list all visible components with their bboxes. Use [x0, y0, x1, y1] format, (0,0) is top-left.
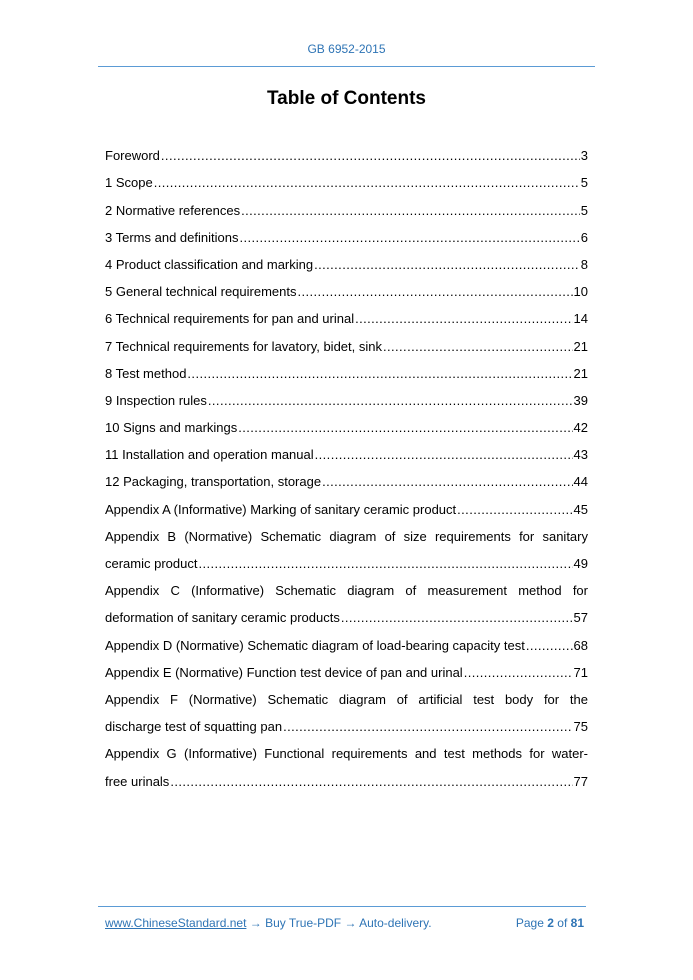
toc-entry[interactable] [105, 710, 588, 737]
toc-entry-title: 3 Terms and definitions [105, 229, 239, 245]
toc-entry-title: free urinals [105, 773, 170, 789]
toc-entry[interactable] [105, 492, 588, 519]
toc-dot-leader [341, 608, 573, 628]
current-page-number: 2 [547, 916, 554, 930]
toc-entry-title: 10 Signs and markings [105, 420, 238, 436]
toc-entry[interactable] [105, 764, 588, 791]
toc-page-number: 5 [580, 202, 588, 218]
toc-dot-leader [314, 255, 580, 275]
toc-page-number: 39 [573, 392, 588, 408]
toc-page-number: 6 [580, 229, 588, 245]
toc-entry[interactable] [105, 166, 588, 193]
toc-page-number: 8 [580, 256, 588, 272]
toc-entry-title: 9 Inspection rules [105, 392, 207, 408]
toc-entry-title: 7 Technical requirements for lavatory, bidet, sink [105, 338, 382, 354]
page-indicator [516, 916, 584, 930]
toc-entry-title-part: Appendix F (Normative) Schematic diagram of artificial test body for the [105, 691, 588, 707]
toc-entry-title: 1 Scope [105, 175, 153, 191]
header-divider [98, 66, 595, 67]
toc-dot-leader [315, 445, 573, 465]
toc-entry-title: 11 Installation and operation manual [105, 447, 314, 463]
toc-dot-leader [170, 772, 572, 792]
toc-dot-leader [464, 663, 573, 683]
toc-entry-title: ceramic product [105, 556, 198, 571]
toc-entry[interactable] [105, 438, 588, 465]
toc-entry-title: Foreword [105, 148, 160, 164]
toc-entry[interactable] [105, 139, 588, 166]
toc-entry[interactable] [105, 465, 588, 492]
toc-dot-leader [239, 228, 579, 248]
toc-page-number: 5 [580, 175, 588, 191]
toc-entry[interactable] [105, 357, 588, 384]
toc-entry-title: deformation of sanitary ceramic products [105, 610, 340, 626]
toc-dot-leader [283, 717, 572, 737]
toc-entry-title-part: Appendix C (Informative) Schematic diagram of measurement method for [105, 583, 588, 599]
toc-dot-leader [198, 554, 572, 574]
toc-page-number: 14 [573, 311, 588, 327]
toc-page-number: 3 [580, 148, 588, 164]
toc-dot-leader [322, 472, 572, 492]
toc-page-number: 45 [573, 501, 588, 517]
toc-entry-title: Appendix E (Normative) Function test device of pan and urinal [105, 664, 463, 680]
toc-dot-leader [298, 282, 573, 302]
toc-dot-leader [238, 418, 572, 438]
toc-entry[interactable] [105, 384, 588, 411]
toc-entry-first-line[interactable] [105, 737, 588, 764]
toc-page-number: 21 [573, 365, 588, 381]
website-link[interactable]: www.ChineseStandard.net [105, 916, 247, 930]
toc-entry-title: 6 Technical requirements for pan and urinal [105, 311, 355, 327]
toc-entry[interactable] [105, 656, 588, 683]
toc-dot-leader [154, 173, 580, 193]
toc-entry[interactable] [105, 329, 588, 356]
toc-page-number: 71 [573, 664, 588, 680]
toc-entry[interactable] [105, 275, 588, 302]
toc-entry-first-line[interactable] [105, 520, 588, 547]
document-code: GB 6952-2015 [307, 42, 386, 56]
footer [105, 916, 588, 930]
toc-entry-title: Appendix A (Informative) Marking of sanitary ceramic product [105, 501, 457, 517]
toc-dot-leader [355, 309, 572, 329]
toc-dot-leader [208, 391, 573, 411]
table-of-contents [105, 139, 588, 792]
page-label: Page [515, 916, 544, 930]
total-pages: 81 [570, 916, 584, 930]
toc-page-number: 57 [573, 610, 588, 626]
toc-page-number: 43 [573, 447, 588, 463]
toc-entry-title: discharge test of squatting pan [105, 719, 283, 735]
toc-dot-leader [187, 364, 572, 384]
toc-dot-leader [526, 636, 573, 656]
toc-entry[interactable] [105, 601, 588, 628]
toc-entry-first-line[interactable] [105, 574, 588, 601]
toc-entry[interactable] [105, 302, 588, 329]
toc-entry[interactable] [105, 221, 588, 248]
toc-page-number: 42 [573, 420, 588, 436]
toc-entry[interactable] [105, 628, 588, 655]
toc-entry-title-part: Appendix B (Normative) Schematic diagram of size requirements for sanitary [105, 528, 588, 544]
toc-entry[interactable] [105, 547, 588, 574]
toc-entry-title: 2 Normative references [105, 202, 241, 218]
toc-entry-title-part: Appendix G (Informative) Functional requirements and test methods for water- [105, 746, 588, 762]
of-label: of [557, 916, 568, 930]
toc-entry-title: 12 Packaging, transportation, storage [105, 474, 322, 490]
toc-page-number: 77 [573, 773, 588, 789]
toc-entry[interactable] [105, 248, 588, 275]
toc-entry-title: 5 General technical requirements [105, 284, 297, 300]
toc-entry-title: Appendix D (Normative) Schematic diagram of load-bearing capacity test [105, 637, 525, 653]
toc-page-number: 49 [573, 556, 588, 571]
toc-entry-first-line[interactable] [105, 683, 588, 710]
toc-dot-leader [241, 201, 580, 221]
toc-entry[interactable] [105, 193, 588, 220]
toc-dot-leader [383, 337, 573, 357]
toc-dot-leader [457, 500, 572, 520]
footer-divider [98, 906, 586, 907]
toc-entry-title: 8 Test method [105, 365, 187, 381]
footer-promo-text: → Buy True-PDF → Auto-delivery. [246, 916, 432, 930]
toc-dot-leader [161, 146, 580, 166]
toc-page-number: 75 [573, 719, 588, 735]
page-title: Table of Contents [266, 88, 427, 109]
toc-entry[interactable] [105, 411, 588, 438]
toc-page-number: 44 [573, 474, 588, 490]
toc-page-number: 68 [573, 637, 588, 653]
toc-page-number: 21 [573, 338, 588, 354]
toc-page-number: 10 [573, 284, 588, 300]
toc-entry-title: 4 Product classification and marking [105, 256, 314, 272]
